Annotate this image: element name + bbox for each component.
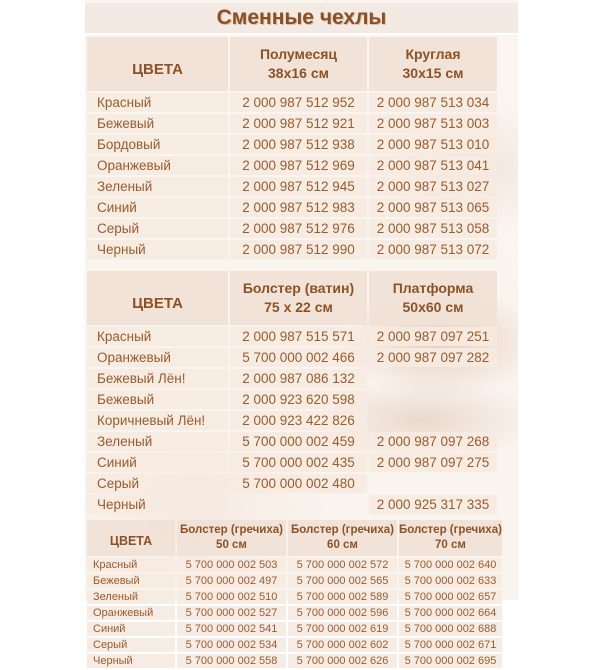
table-row bbox=[87, 574, 502, 588]
article-number-cell: 5 700 000 002 565 bbox=[288, 574, 397, 588]
article-number-cell: 5 700 000 002 626 bbox=[288, 654, 397, 668]
color-name-cell: Бежевый bbox=[87, 114, 228, 133]
article-number-cell: 5 700 000 002 480 bbox=[230, 474, 367, 493]
article-number-cell: 2 000 987 515 571 bbox=[230, 327, 367, 346]
article-number-cell: 5 700 000 002 688 bbox=[399, 622, 502, 636]
table-row bbox=[87, 348, 497, 367]
article-number-cell: 2 000 987 512 983 bbox=[230, 198, 367, 217]
product-column-header bbox=[369, 37, 497, 91]
color-name-cell: Синий bbox=[87, 622, 175, 636]
table-row bbox=[87, 622, 502, 636]
article-number-cell bbox=[369, 474, 497, 493]
table-bolster-buckwheat bbox=[85, 518, 504, 670]
table-row bbox=[87, 432, 497, 451]
column-header-size: 70 см bbox=[435, 539, 466, 551]
article-number-cell: 2 000 987 513 041 bbox=[369, 156, 497, 175]
color-name-cell: Серый bbox=[87, 638, 175, 652]
article-number-cell: 2 000 987 512 969 bbox=[230, 156, 367, 175]
table-covers-crescent-round bbox=[85, 35, 499, 261]
article-number-cell: 2 000 987 513 058 bbox=[369, 219, 497, 238]
page-title: Сменные чехлы bbox=[85, 3, 518, 35]
article-number-cell: 5 700 000 002 558 bbox=[177, 654, 286, 668]
article-number-cell bbox=[369, 411, 497, 430]
article-number-cell: 5 700 000 002 510 bbox=[177, 590, 286, 604]
column-header-name: Болстер (гречиха) bbox=[180, 524, 283, 537]
article-number-cell: 2 000 987 513 027 bbox=[369, 177, 497, 196]
article-number-cell: 2 000 987 097 282 bbox=[369, 348, 497, 367]
column-header-name: Болстер (ватин) bbox=[242, 280, 355, 297]
color-name-cell: Красный bbox=[87, 558, 175, 572]
column-header-name: Болстер (гречиха) bbox=[291, 524, 394, 537]
article-number-cell: 2 000 987 513 072 bbox=[369, 240, 497, 259]
article-number-cell: 5 700 000 002 657 bbox=[399, 590, 502, 604]
color-name-cell: Серый bbox=[87, 219, 228, 238]
column-header-name: Болстер (гречиха) bbox=[399, 524, 502, 537]
column-header-size: 50 см bbox=[216, 539, 247, 551]
article-number-cell bbox=[369, 369, 497, 388]
article-number-cell: 2 000 987 097 268 bbox=[369, 432, 497, 451]
color-name-cell: Оранжевый bbox=[87, 606, 175, 620]
table-row bbox=[87, 606, 502, 620]
product-column-header bbox=[369, 271, 497, 325]
column-header-size: 38х16 см bbox=[268, 65, 329, 81]
table-row bbox=[87, 390, 497, 409]
article-number-cell: 2 000 987 097 275 bbox=[369, 453, 497, 472]
colors-column-header: ЦВЕТА bbox=[87, 37, 228, 91]
table-row bbox=[87, 654, 502, 668]
color-name-cell: Синий bbox=[87, 453, 228, 472]
color-name-cell: Оранжевый bbox=[87, 348, 228, 367]
article-number-cell: 5 700 000 002 602 bbox=[288, 638, 397, 652]
table-row bbox=[87, 474, 497, 493]
article-number-cell: 5 700 000 002 671 bbox=[399, 638, 502, 652]
table-row bbox=[87, 495, 497, 514]
product-column-header bbox=[399, 520, 502, 556]
article-number-cell: 5 700 000 002 596 bbox=[288, 606, 397, 620]
color-name-cell: Бежевый Лён! bbox=[87, 369, 228, 388]
article-number-cell: 2 000 987 512 945 bbox=[230, 177, 367, 196]
color-name-cell: Зеленый bbox=[87, 432, 228, 451]
column-header-size: 75 х 22 см bbox=[264, 299, 333, 315]
color-name-cell: Серый bbox=[87, 474, 228, 493]
color-name-cell: Бордовый bbox=[87, 135, 228, 154]
column-header-name: Полумесяц bbox=[259, 46, 338, 63]
table-row bbox=[87, 590, 502, 604]
article-number-cell: 2 000 987 513 065 bbox=[369, 198, 497, 217]
product-column-header bbox=[230, 37, 367, 91]
article-number-cell: 2 000 987 513 034 bbox=[369, 93, 497, 112]
product-column-header bbox=[288, 520, 397, 556]
article-number-cell bbox=[369, 390, 497, 409]
header-row bbox=[87, 520, 502, 556]
color-name-cell: Черный bbox=[87, 240, 228, 259]
article-number-cell: 2 000 987 512 990 bbox=[230, 240, 367, 259]
article-number-cell: 5 700 000 002 572 bbox=[288, 558, 397, 572]
article-number-cell: 2 000 987 512 952 bbox=[230, 93, 367, 112]
article-number-cell: 5 700 000 002 497 bbox=[177, 574, 286, 588]
table-row bbox=[87, 93, 497, 112]
color-name-cell: Красный bbox=[87, 93, 228, 112]
table-row bbox=[87, 411, 497, 430]
article-number-cell: 2 000 987 097 251 bbox=[369, 327, 497, 346]
color-name-cell: Бежевый bbox=[87, 574, 175, 588]
table-row bbox=[87, 156, 497, 175]
table-row bbox=[87, 219, 497, 238]
colors-column-header: ЦВЕТА bbox=[87, 271, 228, 325]
article-number-cell: 5 700 000 002 633 bbox=[399, 574, 502, 588]
table-row bbox=[87, 240, 497, 259]
header-row bbox=[87, 37, 497, 91]
table-row bbox=[87, 177, 497, 196]
article-number-cell: 5 700 000 002 640 bbox=[399, 558, 502, 572]
table-row bbox=[87, 135, 497, 154]
color-name-cell: Зеленый bbox=[87, 590, 175, 604]
article-number-cell: 2 000 987 513 010 bbox=[369, 135, 497, 154]
product-column-header bbox=[177, 520, 286, 556]
article-number-cell: 2 000 987 512 938 bbox=[230, 135, 367, 154]
column-header-size: 50х60 см bbox=[402, 299, 464, 315]
column-header-size: 30х15 см bbox=[402, 65, 464, 81]
article-number-cell bbox=[230, 495, 367, 514]
article-number-cell: 5 700 000 002 695 bbox=[399, 654, 502, 668]
color-name-cell: Черный bbox=[87, 495, 228, 514]
article-number-cell: 5 700 000 002 534 bbox=[177, 638, 286, 652]
header-row bbox=[87, 271, 497, 325]
product-column-header bbox=[230, 271, 367, 325]
article-number-cell: 2 000 987 513 003 bbox=[369, 114, 497, 133]
article-number-cell: 2 000 923 422 826 bbox=[230, 411, 367, 430]
article-number-cell: 2 000 923 620 598 bbox=[230, 390, 367, 409]
color-name-cell: Черный bbox=[87, 654, 175, 668]
color-name-cell: Красный bbox=[87, 327, 228, 346]
table-bolster-platform bbox=[85, 269, 499, 516]
article-number-cell: 5 700 000 002 619 bbox=[288, 622, 397, 636]
color-name-cell: Синий bbox=[87, 198, 228, 217]
table-row bbox=[87, 327, 497, 346]
table-row bbox=[87, 453, 497, 472]
table-row bbox=[87, 638, 502, 652]
spacer bbox=[85, 261, 518, 269]
color-name-cell: Коричневый Лён! bbox=[87, 411, 228, 430]
article-number-cell: 2 000 925 317 335 bbox=[369, 495, 497, 514]
color-name-cell: Бежевый bbox=[87, 390, 228, 409]
column-header-size: 60 см bbox=[327, 539, 358, 551]
column-header-name: Платформа bbox=[392, 280, 474, 297]
article-number-cell: 5 700 000 002 435 bbox=[230, 453, 367, 472]
article-number-cell: 5 700 000 002 459 bbox=[230, 432, 367, 451]
article-number-cell: 5 700 000 002 466 bbox=[230, 348, 367, 367]
table-row bbox=[87, 198, 497, 217]
article-number-cell: 5 700 000 002 589 bbox=[288, 590, 397, 604]
article-number-cell: 2 000 987 512 921 bbox=[230, 114, 367, 133]
color-name-cell: Оранжевый bbox=[87, 156, 228, 175]
column-header-name: Круглая bbox=[405, 46, 461, 63]
article-number-cell: 5 700 000 002 664 bbox=[399, 606, 502, 620]
color-name-cell: Зеленый bbox=[87, 177, 228, 196]
article-number-cell: 5 700 000 002 527 bbox=[177, 606, 286, 620]
price-poster bbox=[85, 0, 518, 667]
article-number-cell: 5 700 000 002 503 bbox=[177, 558, 286, 572]
article-number-cell: 2 000 987 086 132 bbox=[230, 369, 367, 388]
table-row bbox=[87, 114, 497, 133]
colors-column-header: ЦВЕТА bbox=[87, 520, 175, 556]
table-row bbox=[87, 558, 502, 572]
table-row bbox=[87, 369, 497, 388]
article-number-cell: 5 700 000 002 541 bbox=[177, 622, 286, 636]
article-number-cell: 2 000 987 512 976 bbox=[230, 219, 367, 238]
